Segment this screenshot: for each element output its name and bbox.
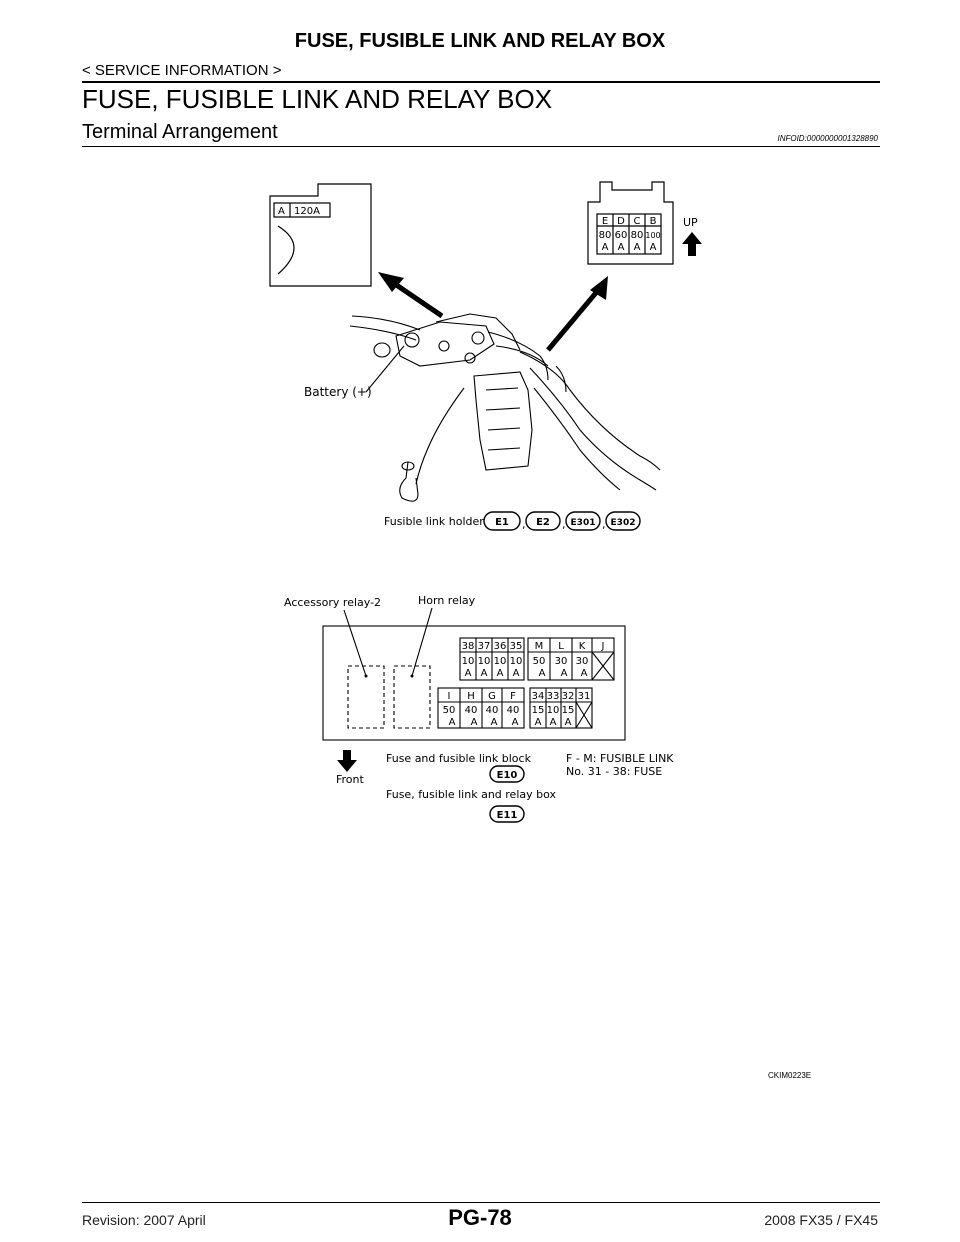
page-header-title: FUSE, FUSIBLE LINK AND RELAY BOX [294,30,666,52]
battery-illustration [350,314,660,501]
link-amp: 30 [554,656,568,667]
connector-badge-e1: E1 [495,517,509,528]
connector-badge-e301: E301 [570,518,596,528]
legend-fusible-link: F - M: FUSIBLE LINK [566,752,674,765]
connector-badge-e302: E302 [610,518,636,528]
fuse-unit: A [512,668,520,679]
horn-relay-label: Horn relay [418,594,476,607]
callout-value: 120A [294,206,320,217]
link-letter: K [578,641,586,652]
link-unit: A [560,668,568,679]
fuse-amp: 15 [561,705,575,716]
footer-revision: Revision: 2007 April [82,1212,206,1228]
fuse-unit: A [564,717,572,728]
link-amp: 50 [532,656,546,667]
box-label: Fuse, fusible link and relay box [386,788,557,801]
link-unit: A [490,717,498,728]
connector-comma: , [562,518,566,531]
link-unit: A [470,717,478,728]
up-arrow-icon [682,232,702,256]
pointer-arrow-right [548,276,608,350]
link-amp: 40 [506,705,520,716]
figure-code: CKIM0223E [768,1071,812,1080]
upper-amp: 60 [614,230,628,241]
front-label: Front [336,773,364,786]
link-letter: M [534,641,544,652]
breadcrumb: < SERVICE INFORMATION > [82,62,282,79]
link-unit: A [580,668,588,679]
block-label: Fuse and fusible link block [386,752,531,765]
fuse-number: 32 [561,691,575,702]
fuse-number: 35 [509,641,523,652]
upper-unit: A [617,242,625,253]
link-letter: F [510,691,516,702]
link-amp: 50 [442,705,456,716]
upper-unit: A [649,242,657,253]
upper-letter: D [617,216,625,227]
footer-page-number: PG-78 [448,1205,512,1230]
up-label: UP [683,216,698,229]
link-amp: 30 [575,656,589,667]
callout-box-left [270,184,371,286]
upper-letter: B [649,216,657,227]
upper-amp: 80 [598,230,612,241]
accessory-relay-label: Accessory relay-2 [284,596,382,609]
link-unit: A [538,668,546,679]
battery-label: Battery (+) [304,385,372,399]
subsection-title: Terminal Arrangement [82,121,278,143]
front-arrow-icon [337,750,357,772]
fuse-number: 34 [531,691,545,702]
section-title: FUSE, FUSIBLE LINK AND RELAY BOX [82,84,553,114]
link-letter: L [558,641,564,652]
connector-comma: , [602,518,606,531]
footer-model: 2008 FX35 / FX45 [764,1212,878,1228]
link-unit: A [448,717,456,728]
info-id: INFOID:0000000001328890 [777,134,878,143]
fuse-amp: 10 [546,705,560,716]
fuse-number: 37 [477,641,491,652]
callout-terminal-outline [278,226,294,274]
box-connector-label: E11 [496,810,518,821]
fuse-unit: A [549,717,557,728]
fuse-unit: A [534,717,542,728]
connector-badge-e2: E2 [536,517,550,528]
callout-tag: A [278,206,285,217]
fuse-unit: A [480,668,488,679]
link-unit: A [511,717,519,728]
link-letter: H [467,691,475,702]
fuse-amp: 10 [509,656,523,667]
link-amp: 40 [485,705,499,716]
fuse-amp: 10 [461,656,475,667]
upper-letter: E [601,216,609,227]
block-connector-label: E10 [496,770,518,781]
upper-letter: C [633,216,641,227]
fuse-number: 33 [546,691,560,702]
battery-leader-line [366,346,404,392]
fuse-unit: A [464,668,472,679]
fuse-number: 31 [577,691,591,702]
connector-badges [484,512,640,531]
upper-unit: A [633,242,641,253]
link-letter: I [447,691,451,702]
link-letter: G [488,691,496,702]
upper-unit: A [601,242,609,253]
link-amp: 40 [464,705,478,716]
upper-amp: 100 [645,231,661,240]
fuse-number: 38 [461,641,475,652]
connector-comma: , [522,518,526,531]
fuse-unit: A [496,668,504,679]
footer-divider [82,1202,880,1203]
fuse-amp: 15 [531,705,545,716]
link-letter: J [601,641,605,652]
upper-amp: 80 [630,230,644,241]
fuse-amp: 10 [477,656,491,667]
pointer-arrow-left [378,272,442,316]
holder-label: Fusible link holder [384,515,484,528]
fuse-number: 36 [493,641,507,652]
fuse-amp: 10 [493,656,507,667]
legend-fuse: No. 31 - 38: FUSE [566,765,663,778]
